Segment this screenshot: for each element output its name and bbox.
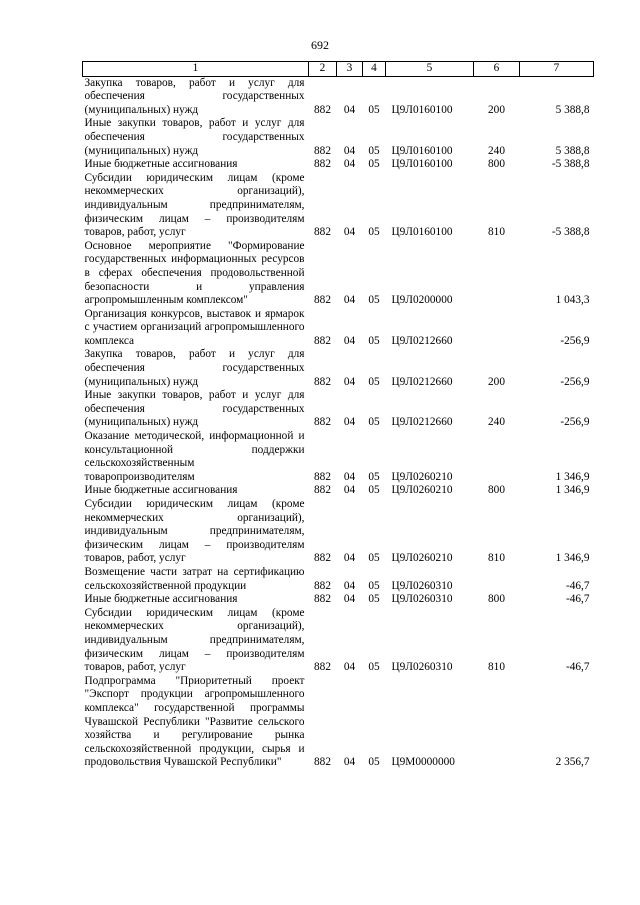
amount: 5 388,8 [555,103,590,116]
target-article-code: Ц9Л0160100 [391,144,453,157]
expense-type-code: 200 [488,103,505,116]
item-name: Основное мероприятие "Формирование государственных информационных ресурсов в сферах обеспечения продовольственной безопасности и управления агропромышленным комплексом" [84,239,305,307]
amount: 2 356,7 [555,756,590,769]
item-name: Иные бюджетные ассигнования [84,158,238,171]
target-article-code: Ц9Л0212660 [391,334,453,347]
section-code: 04 [343,661,356,674]
expense-type-code [474,430,520,484]
section-code: 04 [343,103,356,116]
target-article-code: Ц9Л0160100 [391,158,453,171]
item-name: Иные бюджетные ассигнования [84,593,238,606]
amount: 1 043,3 [555,294,590,307]
expense-type-code: 810 [488,661,505,674]
section-code: 04 [343,470,356,483]
target-article-code: Ц9Л0160100 [391,226,453,239]
amount: -5 388,8 [551,158,590,171]
section-code: 04 [343,226,356,239]
section-code: 04 [343,334,356,347]
subsection-code: 05 [368,334,380,347]
target-article-code: Ц9Л0260310 [391,593,453,606]
item-name: Закупка товаров, работ и услуг для обеспечения государственных (муниципальных) нужд [84,348,305,388]
table-row [83,158,594,172]
target-article-code: Ц9Л0200000 [391,294,453,307]
table-row [83,607,594,675]
item-name: Иные закупки товаров, работ и услуг для обеспечения государственных (муниципальных) нужд [84,117,305,157]
item-name: Подпрограмма "Приоритетный проект "Экспорт продукции агропромышленного комплекса" государственной программы Чувашской Республики "Развитие сельского хозяйства и регулирование рынка сельскохозяйственной продукции, сырья и продовольствия Чувашской Республики" [84,674,305,769]
subsection-code: 05 [368,470,380,483]
target-article-code: Ц9Л0260310 [391,579,453,592]
ministry-code: 882 [314,470,331,483]
section-code: 04 [343,579,356,592]
ministry-code: 882 [314,661,331,674]
table-row [83,389,594,430]
amount: -256,9 [560,375,590,388]
column-header: 5 [386,62,474,77]
target-article-code: Ц9Л0212660 [391,416,453,429]
target-article-code: Ц9Л0260210 [391,552,453,565]
table-row [83,348,594,389]
subsection-code: 05 [368,552,380,565]
expense-type-code [474,308,520,349]
ministry-code: 882 [314,552,331,565]
amount: 1 346,9 [555,552,590,565]
column-header: 6 [474,62,520,77]
ministry-code: 882 [314,334,331,347]
expense-type-code [474,240,520,308]
table-header-row [83,62,594,77]
section-code: 04 [343,552,356,565]
ministry-code: 882 [314,756,331,769]
expense-type-code: 810 [488,226,505,239]
table-row [83,76,594,117]
section-code: 04 [343,484,356,497]
ministry-code: 882 [314,226,331,239]
ministry-code: 882 [314,484,331,497]
ministry-code: 882 [314,416,331,429]
ministry-code: 882 [314,579,331,592]
target-article-code: Ц9Л0260310 [391,661,453,674]
amount: 5 388,8 [555,144,590,157]
expense-type-code: 800 [488,158,505,171]
subsection-code: 05 [368,375,380,388]
ministry-code: 882 [314,158,331,171]
column-header: 2 [309,62,337,77]
item-name: Возмещение части затрат на сертификацию сельскохозяйственной продукции [84,565,305,592]
column-header: 3 [337,62,363,77]
amount: -256,9 [560,416,590,429]
amount: -46,7 [565,579,590,592]
table-row [83,484,594,498]
section-code: 04 [343,375,356,388]
item-name: Организация конкурсов, выставок и ярмарок с участием организаций агропромышленного комплекса [84,307,305,347]
section-code: 04 [343,593,356,606]
budget-table [82,61,594,770]
amount: -256,9 [560,334,590,347]
subsection-code: 05 [368,593,380,606]
column-header: 4 [363,62,386,77]
ministry-code: 882 [314,144,331,157]
expense-type-code: 800 [488,484,505,497]
table-row [83,675,594,770]
amount: 1 346,9 [555,484,590,497]
table-row [83,308,594,349]
subsection-code: 05 [368,294,380,307]
target-article-code: Ц9Л0260210 [391,484,453,497]
expense-type-code: 240 [488,144,505,157]
item-name: Закупка товаров, работ и услуг для обеспечения государственных (муниципальных) нужд [84,76,305,116]
subsection-code: 05 [368,158,380,171]
table-row [83,593,594,607]
expense-type-code [474,566,520,593]
expense-type-code: 810 [488,552,505,565]
subsection-code: 05 [368,416,380,429]
ministry-code: 882 [314,294,331,307]
amount: -46,7 [565,661,590,674]
ministry-code: 882 [314,375,331,388]
subsection-code: 05 [368,484,380,497]
subsection-code: 05 [368,103,380,116]
subsection-code: 05 [368,579,380,592]
section-code: 04 [343,416,356,429]
target-article-code: Ц9Л0260210 [391,470,453,483]
subsection-code: 05 [368,756,380,769]
table-row [83,430,594,484]
section-code: 04 [343,158,356,171]
expense-type-code: 800 [488,593,505,606]
subsection-code: 05 [368,661,380,674]
item-name: Иные бюджетные ассигнования [84,484,238,497]
ministry-code: 882 [314,593,331,606]
item-name: Иные закупки товаров, работ и услуг для обеспечения государственных (муниципальных) нужд [84,389,305,429]
item-name: Субсидии юридическим лицам (кроме некоммерческих организаций), индивидуальным предпринимателям, физическим лицам – производителям товаров, работ, услуг [84,606,305,674]
column-header: 7 [520,62,594,77]
section-code: 04 [343,294,356,307]
item-name: Оказание методической, информационной и консультационной поддержки сельскохозяйственным товаропроизводителям [84,430,305,483]
subsection-code: 05 [368,226,380,239]
section-code: 04 [343,756,356,769]
column-header: 1 [83,62,309,77]
amount: -46,7 [565,593,590,606]
table-row [83,240,594,308]
target-article-code: Ц9Л0160100 [391,103,453,116]
table-row [83,498,594,566]
table-row [83,172,594,240]
item-name: Субсидии юридическим лицам (кроме некоммерческих организаций), индивидуальным предпринимателям, физическим лицам – производителям товаров, работ, услуг [84,171,305,239]
expense-type-code: 200 [488,375,505,388]
table-row [83,117,594,158]
expense-type-code: 240 [488,416,505,429]
section-code: 04 [343,144,356,157]
table-row [83,566,594,593]
subsection-code: 05 [368,144,380,157]
amount: 1 346,9 [555,470,590,483]
expense-type-code [474,675,520,770]
item-name: Субсидии юридическим лицам (кроме некоммерческих организаций), индивидуальным предпринимателям, физическим лицам – производителям товаров, работ, услуг [84,498,305,565]
amount: -5 388,8 [551,226,590,239]
ministry-code: 882 [314,103,331,116]
target-article-code: Ц9Л0212660 [391,375,453,388]
page-number: 692 [311,38,329,52]
target-article-code: Ц9М0000000 [391,756,455,769]
